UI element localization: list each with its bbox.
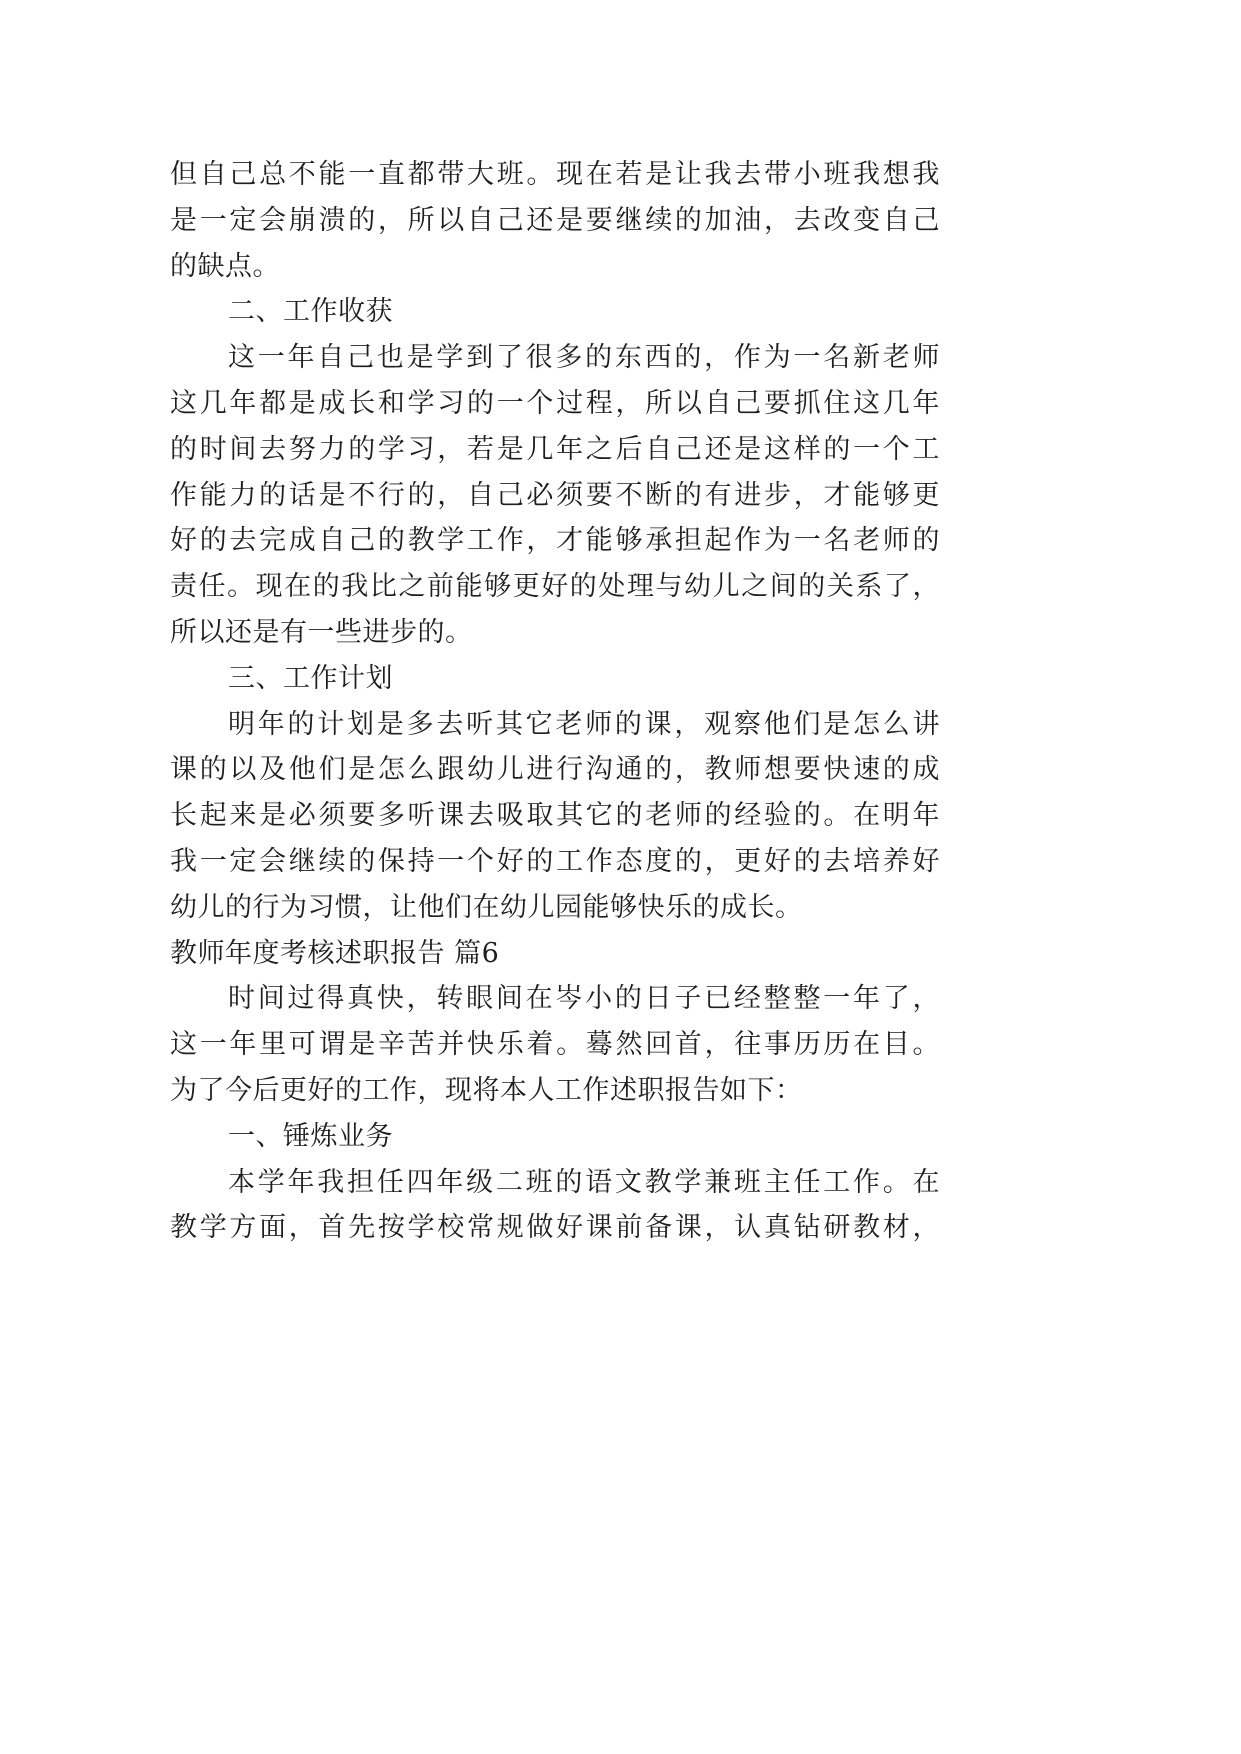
text-line: 这一年里可谓是辛苦并快乐着。蓦然回首，往事历历在目。 (170, 1029, 940, 1061)
text-line: 长起来是必须要多听课去吸取其它的老师的经验的。在明年 (170, 800, 940, 832)
paragraph-first-line: 时间过得真快，转眼间在岑小的日子已经整整一年了， (228, 983, 940, 1015)
text-line: 好的去完成自己的教学工作，才能够承担起作为一名老师的 (170, 525, 940, 557)
text-line: 的缺点。 (170, 250, 280, 282)
text-line: 这几年都是成长和学习的一个过程，所以自己要抓住这几年 (170, 387, 940, 419)
text-line: 为了今后更好的工作，现将本人工作述职报告如下： (170, 1074, 803, 1106)
text-line: 责任。现在的我比之前能够更好的处理与幼儿之间的关系了， (170, 571, 940, 603)
text-line: 作能力的话是不行的，自己必须要不断的有进步，才能够更 (170, 479, 940, 511)
text-line: 所以还是有一些进步的。 (170, 616, 473, 648)
paragraph-first-line: 本学年我担任四年级二班的语文教学兼班主任工作。在 (228, 1166, 940, 1198)
text-line: 但自己总不能一直都带大班。现在若是让我去带小班我想我 (170, 159, 940, 190)
text-line: 课的以及他们是怎么跟幼儿进行沟通的，教师想要快速的成 (170, 754, 940, 786)
document-body (170, 152, 940, 1251)
text-line: 幼儿的行为习惯，让他们在幼儿园能够快乐的成长。 (170, 891, 803, 923)
text-line: 是一定会崩溃的，所以自己还是要继续的加油，去改变自己 (170, 204, 940, 236)
section-heading: 一、锤炼业务 (228, 1120, 393, 1152)
paragraph-first-line: 这一年自己也是学到了很多的东西的，作为一名新老师 (228, 342, 940, 374)
text-line: 我一定会继续的保持一个好的工作态度的，更好的去培养好 (170, 845, 940, 877)
text-line: 的时间去努力的学习，若是几年之后自己还是这样的一个工 (170, 433, 940, 465)
text-line: 教学方面，首先按学校常规做好课前备课，认真钻研教材， (170, 1212, 940, 1244)
section-heading: 三、工作计划 (228, 662, 393, 694)
section-heading: 二、工作收获 (228, 296, 393, 328)
paragraph-first-line: 明年的计划是多去听其它老师的课，观察他们是怎么讲 (228, 708, 940, 740)
article-title: 教师年度考核述职报告 篇6 (170, 937, 500, 969)
